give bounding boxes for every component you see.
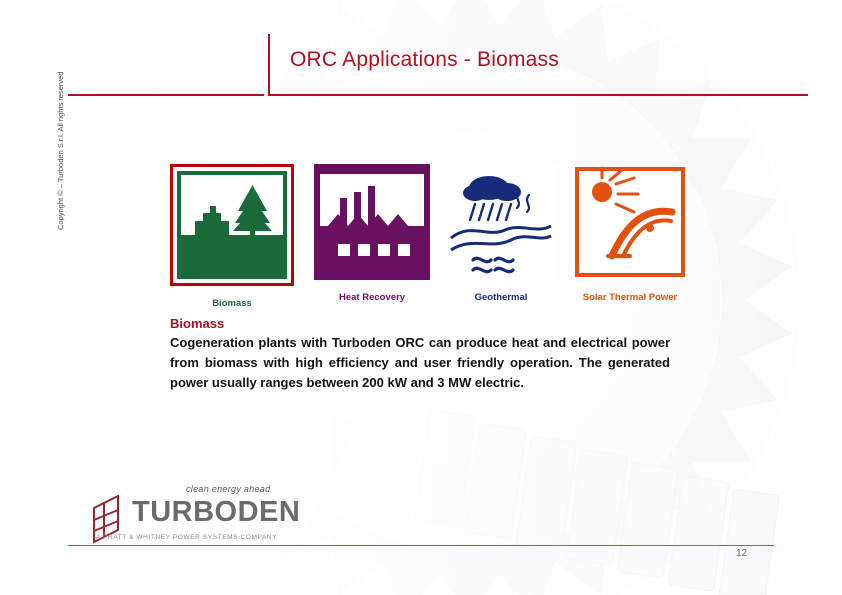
application-item-geothermal[interactable] [443,164,567,304]
biomass-icon-box[interactable] [170,164,294,286]
turboden-logo [86,484,301,556]
page-title: ORC Applications - Biomass [290,48,559,71]
logo-subline: A PRATT & WHITNEY POWER SYSTEMS COMPANY [96,534,278,541]
logo-tagline: clean energy ahead [186,484,271,494]
application-item-heat-recovery[interactable] [314,164,438,304]
solar-thermal-icon-box[interactable] [572,164,688,280]
copyright-notice [56,212,65,230]
application-label-heat-recovery: Heat Recovery [338,292,405,303]
body-block [170,316,670,393]
geothermal-icon [443,267,559,284]
geothermal-icon-box[interactable] [443,164,559,280]
application-item-biomass[interactable] [170,164,294,310]
heat-recovery-icon-box[interactable] [314,164,430,280]
application-item-solar-thermal[interactable] [572,164,696,304]
application-label-solar-thermal: Solar Thermal Power [582,292,678,303]
slide-title-block [268,34,808,96]
factory-icon [314,267,430,284]
biomass-icon [177,266,287,283]
solar-icon [572,267,688,284]
application-label-biomass: Biomass [212,298,252,309]
title-horizontal-rule [268,94,808,96]
title-vertical-rule [268,34,270,96]
body-heading: Biomass [170,316,225,331]
title-left-rule [68,94,264,96]
application-icon-row [170,164,710,319]
body-paragraph: Cogeneration plants with Turboden ORC can produce heat and electrical power from biomass with high efficiency and user friendly operation. The generated power usually ranges between 200 kW and 3 MW electric. [170,335,670,391]
application-label-geothermal: Geothermal [474,292,528,303]
page-number: 12 [736,548,748,559]
logo-wordmark: TURBODEN [132,496,301,528]
